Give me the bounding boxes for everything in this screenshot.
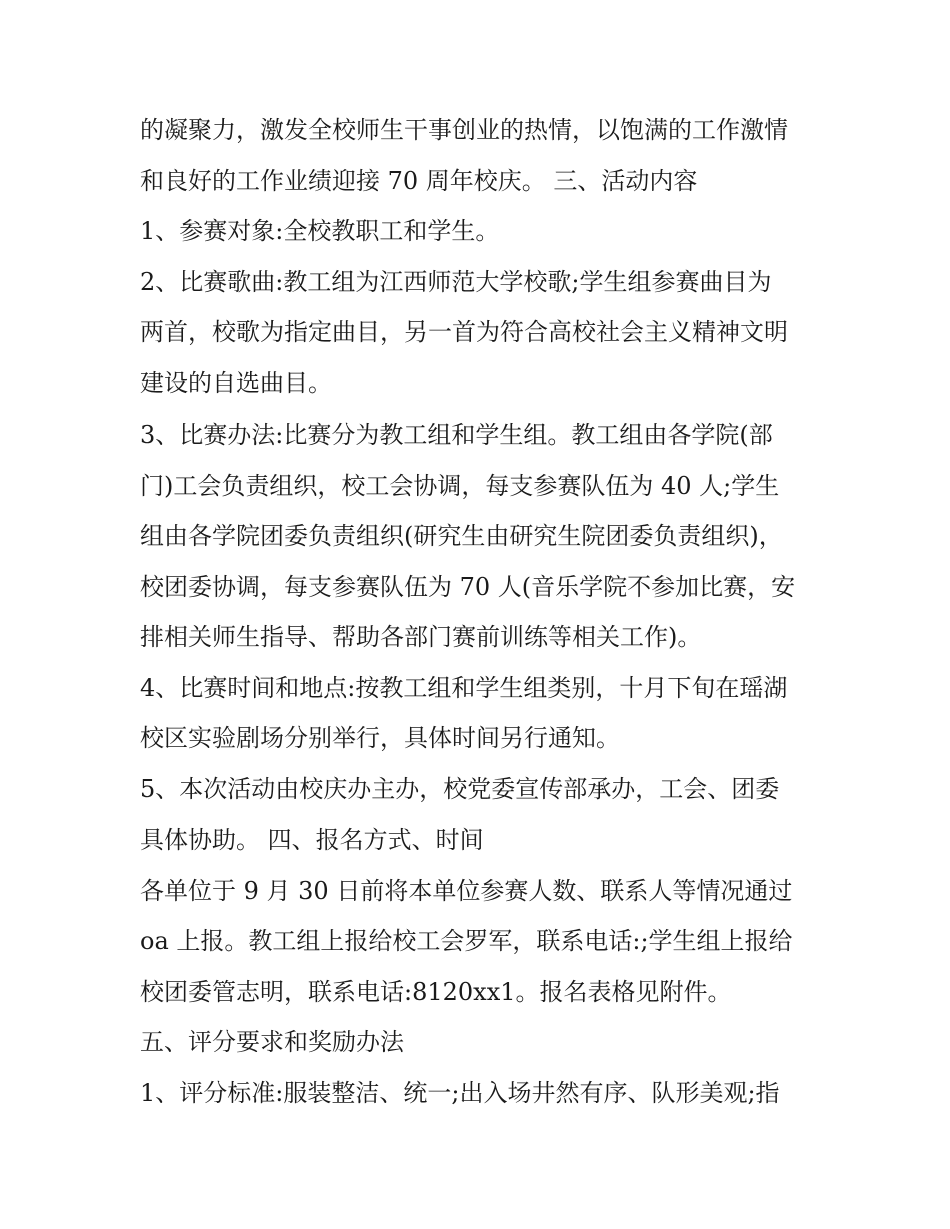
paragraph-line: 校团委协调，每支参赛队伍为 70 人(音乐学院不参加比赛，安 (140, 573, 796, 601)
paragraph-line: 1、参赛对象:全校教职工和学生。 (140, 217, 500, 245)
paragraph-line: 各单位于 9 月 30 日前将本单位参赛人数、联系人等情况通过 (140, 877, 793, 905)
paragraph-line: 建设的自选曲目。 (140, 369, 332, 397)
paragraph-line: 具体协助。 四、报名方式、时间 (140, 826, 484, 854)
paragraph-line: 两首，校歌为指定曲目，另一首为符合高校社会主义精神文明 (140, 318, 788, 346)
paragraph-line: 1、评分标准:服装整洁、统一;出入场井然有序、队形美观;指 (140, 1079, 780, 1107)
paragraph-line: 组由各学院团委负责组织(研究生由研究生院团委负责组织)， (140, 522, 783, 550)
paragraph-line: 2、比赛歌曲:教工组为江西师范大学校歌;学生组参赛曲目为 (140, 268, 772, 296)
paragraph-line: oa 上报。教工组上报给校工会罗军，联系电话:;学生组上报给 (140, 927, 793, 955)
paragraph-line: 门)工会负责组织，校工会协调，每支参赛队伍为 40 人;学生 (140, 472, 780, 500)
paragraph-line: 3、比赛办法:比赛分为教工组和学生组。教工组由各学院(部 (140, 421, 773, 449)
paragraph-line: 和良好的工作业绩迎接 70 周年校庆。 三、活动内容 (140, 167, 698, 195)
paragraph-line: 排相关师生指导、帮助各部门赛前训练等相关工作)。 (140, 623, 702, 651)
paragraph-line: 校团委管志明，联系电话:8120xx1。报名表格见附件。 (140, 978, 732, 1006)
paragraph-line: 校区实验剧场分别举行，具体时间另行通知。 (140, 724, 620, 752)
paragraph-line: 4、比赛时间和地点:按教工组和学生组类别，十月下旬在瑶湖 (140, 674, 788, 702)
section-heading: 五、评分要求和奖励办法 (140, 1028, 404, 1056)
paragraph-line: 的凝聚力，激发全校师生干事创业的热情，以饱满的工作激情 (140, 116, 788, 144)
paragraph-line: 5、本次活动由校庆办主办，校党委宣传部承办，工会、团委 (140, 775, 780, 803)
